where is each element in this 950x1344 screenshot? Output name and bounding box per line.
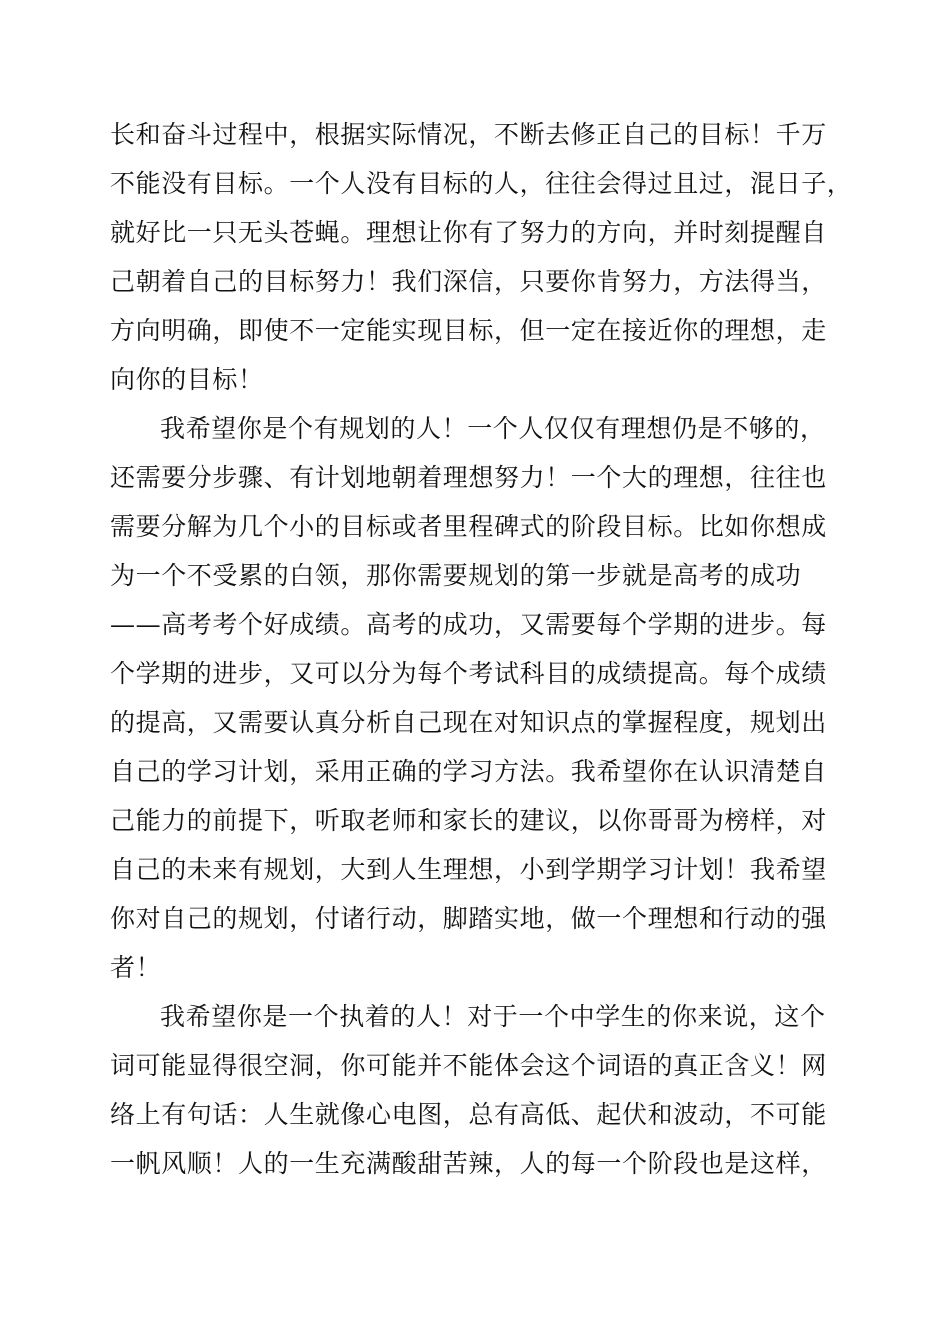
text-line: 的提高，又需要认真分析自己现在对知识点的掌握程度，规划出 bbox=[110, 708, 827, 737]
text-line: 就好比一只无头苍蝇。理想让你有了努力的方向，并时刻提醒自 bbox=[110, 218, 827, 247]
text-line: ——高考考个好成绩。高考的成功，又需要每个学期的进步。每 bbox=[110, 610, 827, 639]
text-line: 词可能显得很空洞，你可能并不能体会这个词语的真正含义！网 bbox=[110, 1051, 827, 1080]
text-line: 你对自己的规划，付诸行动，脚踏实地，做一个理想和行动的强 bbox=[110, 904, 827, 933]
text-line: 向你的目标！ bbox=[110, 365, 264, 394]
text-line: 个学期的进步，又可以分为每个考试科目的成绩提高。每个成绩 bbox=[110, 659, 827, 688]
text-line: 还需要分步骤、有计划地朝着理想努力！一个大的理想，往往也 bbox=[110, 463, 827, 492]
text-line: 一帆风顺！人的一生充满酸甜苦辣，人的每一个阶段也是这样， bbox=[110, 1149, 827, 1178]
text-line: 己能力的前提下，听取老师和家长的建议，以你哥哥为榜样，对 bbox=[110, 806, 827, 835]
text-line: 方向明确，即使不一定能实现目标，但一定在接近你的理想，走 bbox=[110, 316, 827, 345]
text-line: 不能没有目标。一个人没有目标的人，往往会得过且过，混日子， bbox=[110, 169, 853, 198]
body-text bbox=[110, 110, 870, 1188]
text-line: 为一个不受累的白领，那你需要规划的第一步就是高考的成功 bbox=[110, 561, 802, 590]
text-line: 自己的未来有规划，大到人生理想，小到学期学习计划！我希望 bbox=[110, 855, 827, 884]
text-line: 络上有句话：人生就像心电图，总有高低、起伏和波动，不可能 bbox=[110, 1100, 827, 1129]
text-line: 者！ bbox=[110, 953, 162, 982]
paragraph-start-line: 我希望你是个有规划的人！一个人仅仅有理想仍是不够的， bbox=[160, 414, 826, 443]
text-line: 需要分解为几个小的目标或者里程碑式的阶段目标。比如你想成 bbox=[110, 512, 827, 541]
paragraph-start-line: 我希望你是一个执着的人！对于一个中学生的你来说，这个 bbox=[160, 1002, 826, 1031]
text-line: 己朝着自己的目标努力！我们深信，只要你肯努力，方法得当， bbox=[110, 267, 827, 296]
text-line: 自己的学习计划，采用正确的学习方法。我希望你在认识清楚自 bbox=[110, 757, 827, 786]
text-line: 长和奋斗过程中，根据实际情况，不断去修正自己的目标！千万 bbox=[110, 120, 827, 149]
